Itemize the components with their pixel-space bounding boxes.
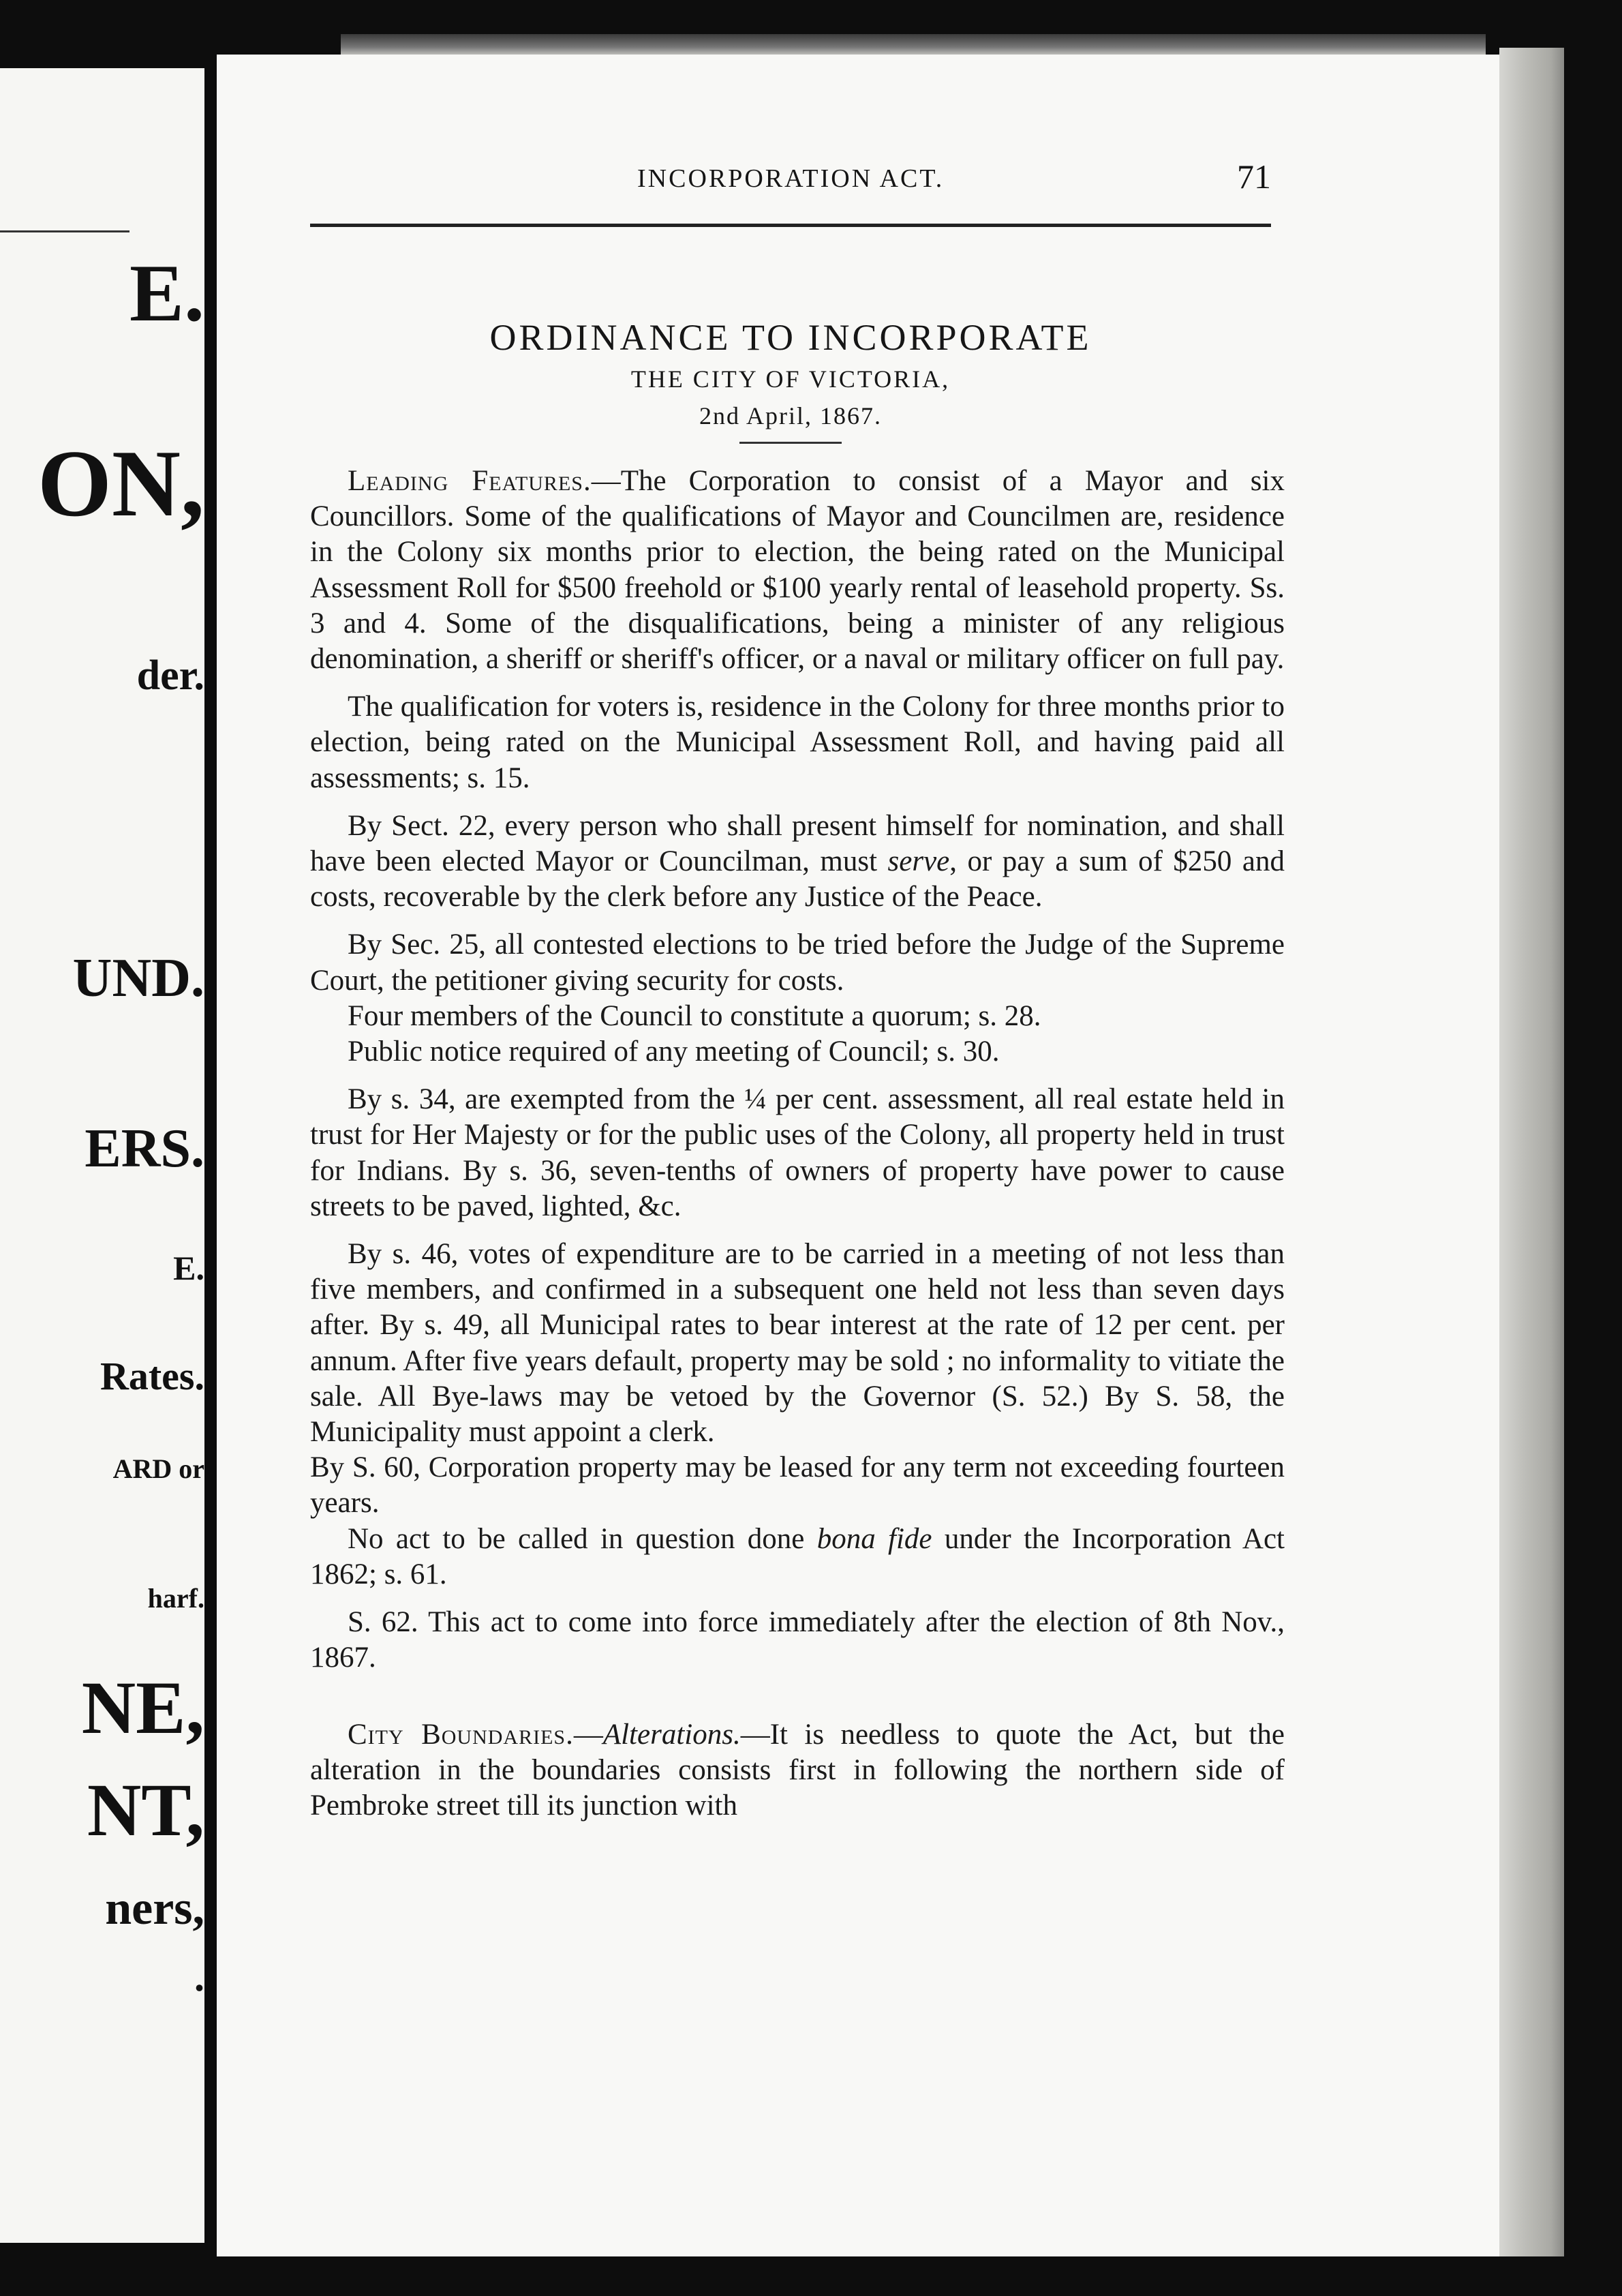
facing-page-line: ERS. <box>85 1119 204 1179</box>
page-number: 71 <box>1237 157 1271 196</box>
header-rule <box>310 224 1271 227</box>
sect-22-text-a: By Sect. 22, every person who shall present himself for nomination, and shall have been elected Mayor or Councilman, must <box>310 809 1285 878</box>
body-text <box>310 464 1285 1836</box>
page-edge-shadow <box>1499 48 1564 2256</box>
facing-page-line: Rates. <box>100 1354 204 1398</box>
paragraph-s-61 <box>310 1522 1285 1592</box>
ordinance-title: ORDINANCE TO INCORPORATE <box>489 317 1092 358</box>
paragraph-public-notice: Public notice required of any meeting of Council; s. 30. <box>348 1036 1000 1068</box>
s-61-italic: bona fide <box>816 1522 932 1555</box>
paragraph-s-60: By S. 60, Corporation property may be leased for any term not exceeding fourteen years. <box>310 1451 1285 1520</box>
paragraph-voters: The qualification for voters is, residence in the Colony for three months prior to election, being rated on the Municipal Assessment Roll, and having paid all assessments; s. 15. <box>310 691 1285 794</box>
sect-22-italic: serve <box>887 845 950 878</box>
s-61-text-a: No act to be called in question done <box>348 1522 817 1555</box>
leading-features-text: —The Corporation to consist of a Mayor and six Councillors. Some of the qualifications of Mayor and Councilmen are, residence in the Colony six months prior to election, the being rated on the Municipal Assessment Roll for $500 freehold or $100 yearly rental of leasehold property. Ss. 3 and 4. Some of the disqualifications, being a minister of any religious denomination, a sheriff or sheriff's officer, or a naval or military officer on full pay. <box>310 465 1285 676</box>
s-61-text-b: under the Incorporation Act 1862; s. 61. <box>310 1522 1285 1590</box>
title-block <box>310 315 1271 444</box>
facing-page-line: ON, <box>37 431 204 537</box>
facing-page-fragment <box>0 68 204 2243</box>
paragraph-s-62: S. 62. This act to come into force immediately after the election of 8th Nov., 1867. <box>310 1606 1285 1674</box>
paragraph-sect-22 <box>310 809 1285 916</box>
paragraph-s-34: By s. 34, are exempted from the ¼ per cent. assessment, all real estate held in trust for Her Majesty or for the public uses of the Colony, all property held in trust for Indians. By s. 36, seven-tenths of owners of property have power to cause streets to be paved, lighted, &c. <box>310 1083 1285 1222</box>
facing-page-line: der. <box>136 652 204 699</box>
facing-page-line: . <box>194 1954 204 1999</box>
facing-page-line: UND. <box>72 948 204 1008</box>
city-boundaries-dash: — <box>573 1718 603 1751</box>
city-boundaries-lead: City Boundaries. <box>348 1718 574 1751</box>
facing-page-line: NE, <box>81 1666 204 1749</box>
paragraph-sec-25: By Sec. 25, all contested elections to be tried before the Judge of the Supreme Court, the petitioner giving security for costs. <box>310 928 1285 997</box>
ordinance-subtitle: THE CITY OF VICTORIA, <box>630 365 951 393</box>
running-title: INCORPORATION ACT. <box>637 164 945 193</box>
facing-page-line: E. <box>173 1249 204 1287</box>
title-rule <box>739 442 842 444</box>
facing-page-rule <box>0 230 129 232</box>
page-top-shadow <box>341 34 1486 56</box>
paragraph-city-boundaries <box>310 1717 1285 1824</box>
facing-page-line: harf. <box>147 1583 204 1614</box>
city-boundaries-italic: Alterations. <box>602 1718 741 1751</box>
ordinance-date: 2nd April, 1867. <box>699 402 882 429</box>
leading-features-lead: Leading Features. <box>348 465 592 497</box>
facing-page-line: ARD or <box>112 1453 204 1484</box>
paragraph-leading-features <box>310 464 1285 677</box>
city-boundaries-text: —It is needless to quote the Act, but the alteration in the boundaries consists first in following the northern side of Pembroke street till its junction with <box>310 1718 1285 1822</box>
facing-page-line: ners, <box>105 1882 204 1935</box>
sect-22-text-b: , or pay a sum of $250 and costs, recoverable by the clerk before any Justice of the Peace. <box>310 845 1285 913</box>
paragraph-s-46: By s. 46, votes of expenditure are to be carried in a meeting of not less than five members, and confirmed in a subsequent one held not less than seven days after. By s. 49, all Municipal rates to bear interest at the rate of 12 per cent. per annum. After five years default, property may be sold ; no informality to vitiate the sale. All Bye-laws may be vetoed by the Governor (S. 52.) By S. 58, the Municipality must appoint a clerk. <box>310 1238 1285 1449</box>
facing-page-line: E. <box>129 247 204 338</box>
running-head <box>310 157 1271 205</box>
facing-page-line: NT, <box>87 1768 204 1852</box>
paragraph-quorum: Four members of the Council to constitute a quorum; s. 28. <box>348 999 1041 1032</box>
